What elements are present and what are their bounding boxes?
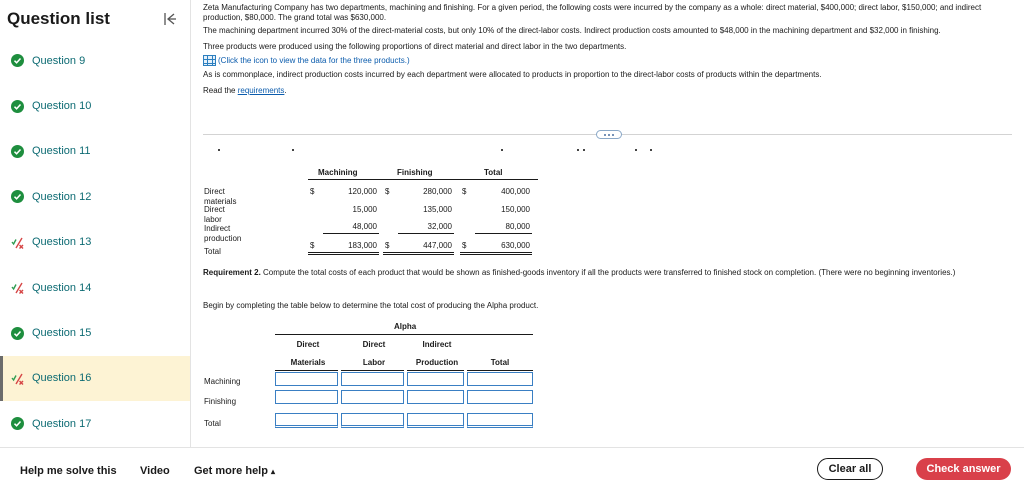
read-requirements xyxy=(203,86,1012,96)
dollar-sign: $ xyxy=(385,187,390,196)
question-label: Question 11 xyxy=(32,145,91,158)
subtotal-rule xyxy=(323,233,379,234)
alpha-title: Alpha xyxy=(394,322,417,331)
problem-paragraph-4: As is commonplace, indirect production costs incurred by each department were allocated to products in proportion to the direct-labor costs of products within the departments. xyxy=(203,70,822,79)
dot-icon xyxy=(604,134,606,136)
question-item-12[interactable] xyxy=(0,174,190,219)
col-header-finishing: Finishing xyxy=(397,168,433,177)
double-rule xyxy=(383,252,454,253)
col-header-machining: Machining xyxy=(318,168,358,177)
sidebar-header xyxy=(0,0,190,38)
cell-dm-total: 400,000 xyxy=(501,187,530,196)
cell-total-total: 630,000 xyxy=(501,241,530,250)
col-header-total: Total xyxy=(490,358,510,367)
input-total-total[interactable] xyxy=(467,413,533,428)
col-rule xyxy=(407,370,464,371)
product-data-link-text: (Click the icon to view the data for the three products.) xyxy=(218,55,410,65)
col-rule xyxy=(275,370,338,371)
tick-mark xyxy=(650,149,652,151)
help-me-solve-button[interactable]: Help me solve this xyxy=(20,465,117,477)
read-prefix: Read the xyxy=(203,86,238,95)
question-label: Question 15 xyxy=(32,327,92,340)
problem-paragraph-1: Zeta Manufacturing Company has two departments, machining and finishing. For a given period, the following costs were incurred by the company as a whole: direct material, $400,000; direct labor, $150,000; and indirect production, $80,000. The grand total was $630,000. xyxy=(203,3,982,22)
cell-ip-machining: 48,000 xyxy=(352,222,377,231)
cell-dl-machining: 15,000 xyxy=(352,205,377,214)
partial-credit-icon xyxy=(11,281,24,294)
col-header-line: Materials xyxy=(290,358,326,367)
question-item-15[interactable] xyxy=(0,310,190,355)
expand-divider-button[interactable] xyxy=(596,130,622,139)
question-item-14[interactable] xyxy=(0,265,190,310)
double-rule xyxy=(308,254,379,255)
dollar-sign: $ xyxy=(310,241,315,250)
tick-mark xyxy=(583,149,585,151)
tick-mark xyxy=(218,149,220,151)
col-rule xyxy=(341,370,404,371)
question-label: Question 12 xyxy=(32,190,92,203)
dollar-sign: $ xyxy=(462,187,467,196)
check-circle-icon xyxy=(11,100,24,113)
input-finishing-direct-materials[interactable] xyxy=(275,390,338,404)
check-circle-icon xyxy=(11,417,24,430)
col-header-line: Labor xyxy=(362,358,386,367)
requirement-title: Requirement 2. xyxy=(203,268,261,277)
row-label-direct-materials: Direct materials xyxy=(204,187,237,206)
input-machining-direct-materials[interactable] xyxy=(275,372,338,386)
cell-dm-finishing: 280,000 xyxy=(423,187,452,196)
alpha-cost-table xyxy=(203,320,603,435)
col-rule xyxy=(467,370,533,371)
col-header-direct-materials xyxy=(275,336,341,372)
input-finishing-direct-labor[interactable] xyxy=(341,390,404,404)
problem-paragraph-2: The machining department incurred 30% of the direct-material costs, but only 10% of the direct-labor costs. Indirect production costs amounted to $48,000 in the machining department and $32,000 in finishing. xyxy=(203,26,941,35)
dollar-sign: $ xyxy=(462,241,467,250)
cell-total-machining: 183,000 xyxy=(348,241,377,250)
data-table-icon xyxy=(203,55,216,66)
tick-mark xyxy=(577,149,579,151)
cell-dl-total: 150,000 xyxy=(501,205,530,214)
row-label-machining: Machining xyxy=(204,377,241,386)
clear-all-button[interactable]: Clear all xyxy=(817,458,883,480)
row-label-indirect-production: Indirect production xyxy=(204,224,242,243)
cell-total-finishing: 447,000 xyxy=(423,241,452,250)
col-header-line: Production xyxy=(415,358,459,367)
input-finishing-total[interactable] xyxy=(467,390,533,404)
check-circle-icon xyxy=(11,190,24,203)
question-item-9[interactable] xyxy=(0,38,190,83)
get-more-help-button[interactable] xyxy=(194,465,275,477)
question-label: Question 16 xyxy=(32,372,92,385)
check-circle-icon xyxy=(11,54,24,67)
question-item-10[interactable] xyxy=(0,83,190,128)
cell-dm-machining: 120,000 xyxy=(348,187,377,196)
dollar-sign: $ xyxy=(310,187,315,196)
col-header-indirect-production xyxy=(407,336,467,372)
header-rule xyxy=(275,334,533,335)
question-list xyxy=(0,38,190,447)
collapse-sidebar-button[interactable] xyxy=(158,7,182,31)
question-label: Question 13 xyxy=(32,236,92,249)
row-label-total: Total xyxy=(204,247,221,256)
question-item-11[interactable] xyxy=(0,129,190,174)
question-item-17[interactable] xyxy=(0,401,190,446)
question-item-13[interactable] xyxy=(0,220,190,265)
col-header-direct-labor xyxy=(341,336,407,372)
requirement-text: Compute the total costs of each product that would be shown as finished-goods inventory if all the products were transferred to finished stock on completion. (There were no beginning inventories.) xyxy=(260,268,956,277)
dollar-sign: $ xyxy=(385,241,390,250)
partial-credit-icon xyxy=(11,372,24,385)
question-label: Question 14 xyxy=(32,281,92,294)
input-machining-indirect-production[interactable] xyxy=(407,372,464,386)
row-label-direct-labor: Direct labor xyxy=(204,205,225,224)
check-circle-icon xyxy=(11,327,24,340)
sidebar-title: Question list xyxy=(7,9,110,28)
double-rule xyxy=(460,254,532,255)
question-item-16[interactable] xyxy=(0,356,190,401)
col-header-line: Direct xyxy=(362,340,386,349)
double-rule xyxy=(308,252,379,253)
partial-credit-icon xyxy=(11,236,24,249)
subtotal-rule xyxy=(475,233,532,234)
dot-icon xyxy=(608,134,610,136)
question-label: Question 17 xyxy=(32,417,92,430)
cell-ip-total: 80,000 xyxy=(505,222,530,231)
question-label: Question 10 xyxy=(32,100,92,113)
col-header-total: Total xyxy=(484,168,503,177)
column-tick-marks xyxy=(203,149,1023,153)
input-total-indirect-production[interactable] xyxy=(407,413,464,428)
cell-ip-finishing: 32,000 xyxy=(427,222,452,231)
input-total-direct-labor[interactable] xyxy=(341,413,404,428)
requirement-2 xyxy=(203,268,1012,278)
dot-icon xyxy=(612,134,614,136)
header-rule xyxy=(308,179,538,180)
col-header-line: Direct xyxy=(296,340,320,349)
cell-dl-finishing: 135,000 xyxy=(423,205,452,214)
section-divider xyxy=(203,134,1012,135)
footer-bar xyxy=(0,447,1024,497)
requirements-link[interactable]: requirements xyxy=(237,86,285,95)
video-button[interactable]: Video xyxy=(140,465,170,477)
row-label-finishing: Finishing xyxy=(204,397,237,406)
problem-paragraph-3: Three products were produced using the following proportions of direct material and direct labor in the two departments. xyxy=(203,42,627,51)
check-answer-button[interactable]: Check answer xyxy=(916,458,1011,480)
collapse-left-icon xyxy=(163,12,177,26)
tick-mark xyxy=(292,149,294,151)
subtotal-rule xyxy=(398,233,454,234)
double-rule xyxy=(383,254,454,255)
tick-mark xyxy=(635,149,637,151)
input-machining-total[interactable] xyxy=(467,372,533,386)
input-machining-direct-labor[interactable] xyxy=(341,372,404,386)
instruction-text: Begin by completing the table below to determine the total cost of producing the Alpha product. xyxy=(203,301,539,310)
row-label-total: Total xyxy=(204,419,221,428)
double-rule xyxy=(460,252,532,253)
read-suffix: . xyxy=(284,86,287,95)
input-total-direct-materials[interactable] xyxy=(275,413,338,428)
question-label: Question 9 xyxy=(32,54,86,67)
caret-up-icon: ▴ xyxy=(271,467,276,476)
get-more-help-label: Get more help xyxy=(194,465,268,477)
col-header-line: Indirect xyxy=(422,340,452,349)
question-content xyxy=(192,0,1024,447)
tick-mark xyxy=(501,149,503,151)
question-list-sidebar xyxy=(0,0,191,447)
input-finishing-indirect-production[interactable] xyxy=(407,390,464,404)
product-data-link[interactable] xyxy=(203,55,1012,66)
check-circle-icon xyxy=(11,145,24,158)
